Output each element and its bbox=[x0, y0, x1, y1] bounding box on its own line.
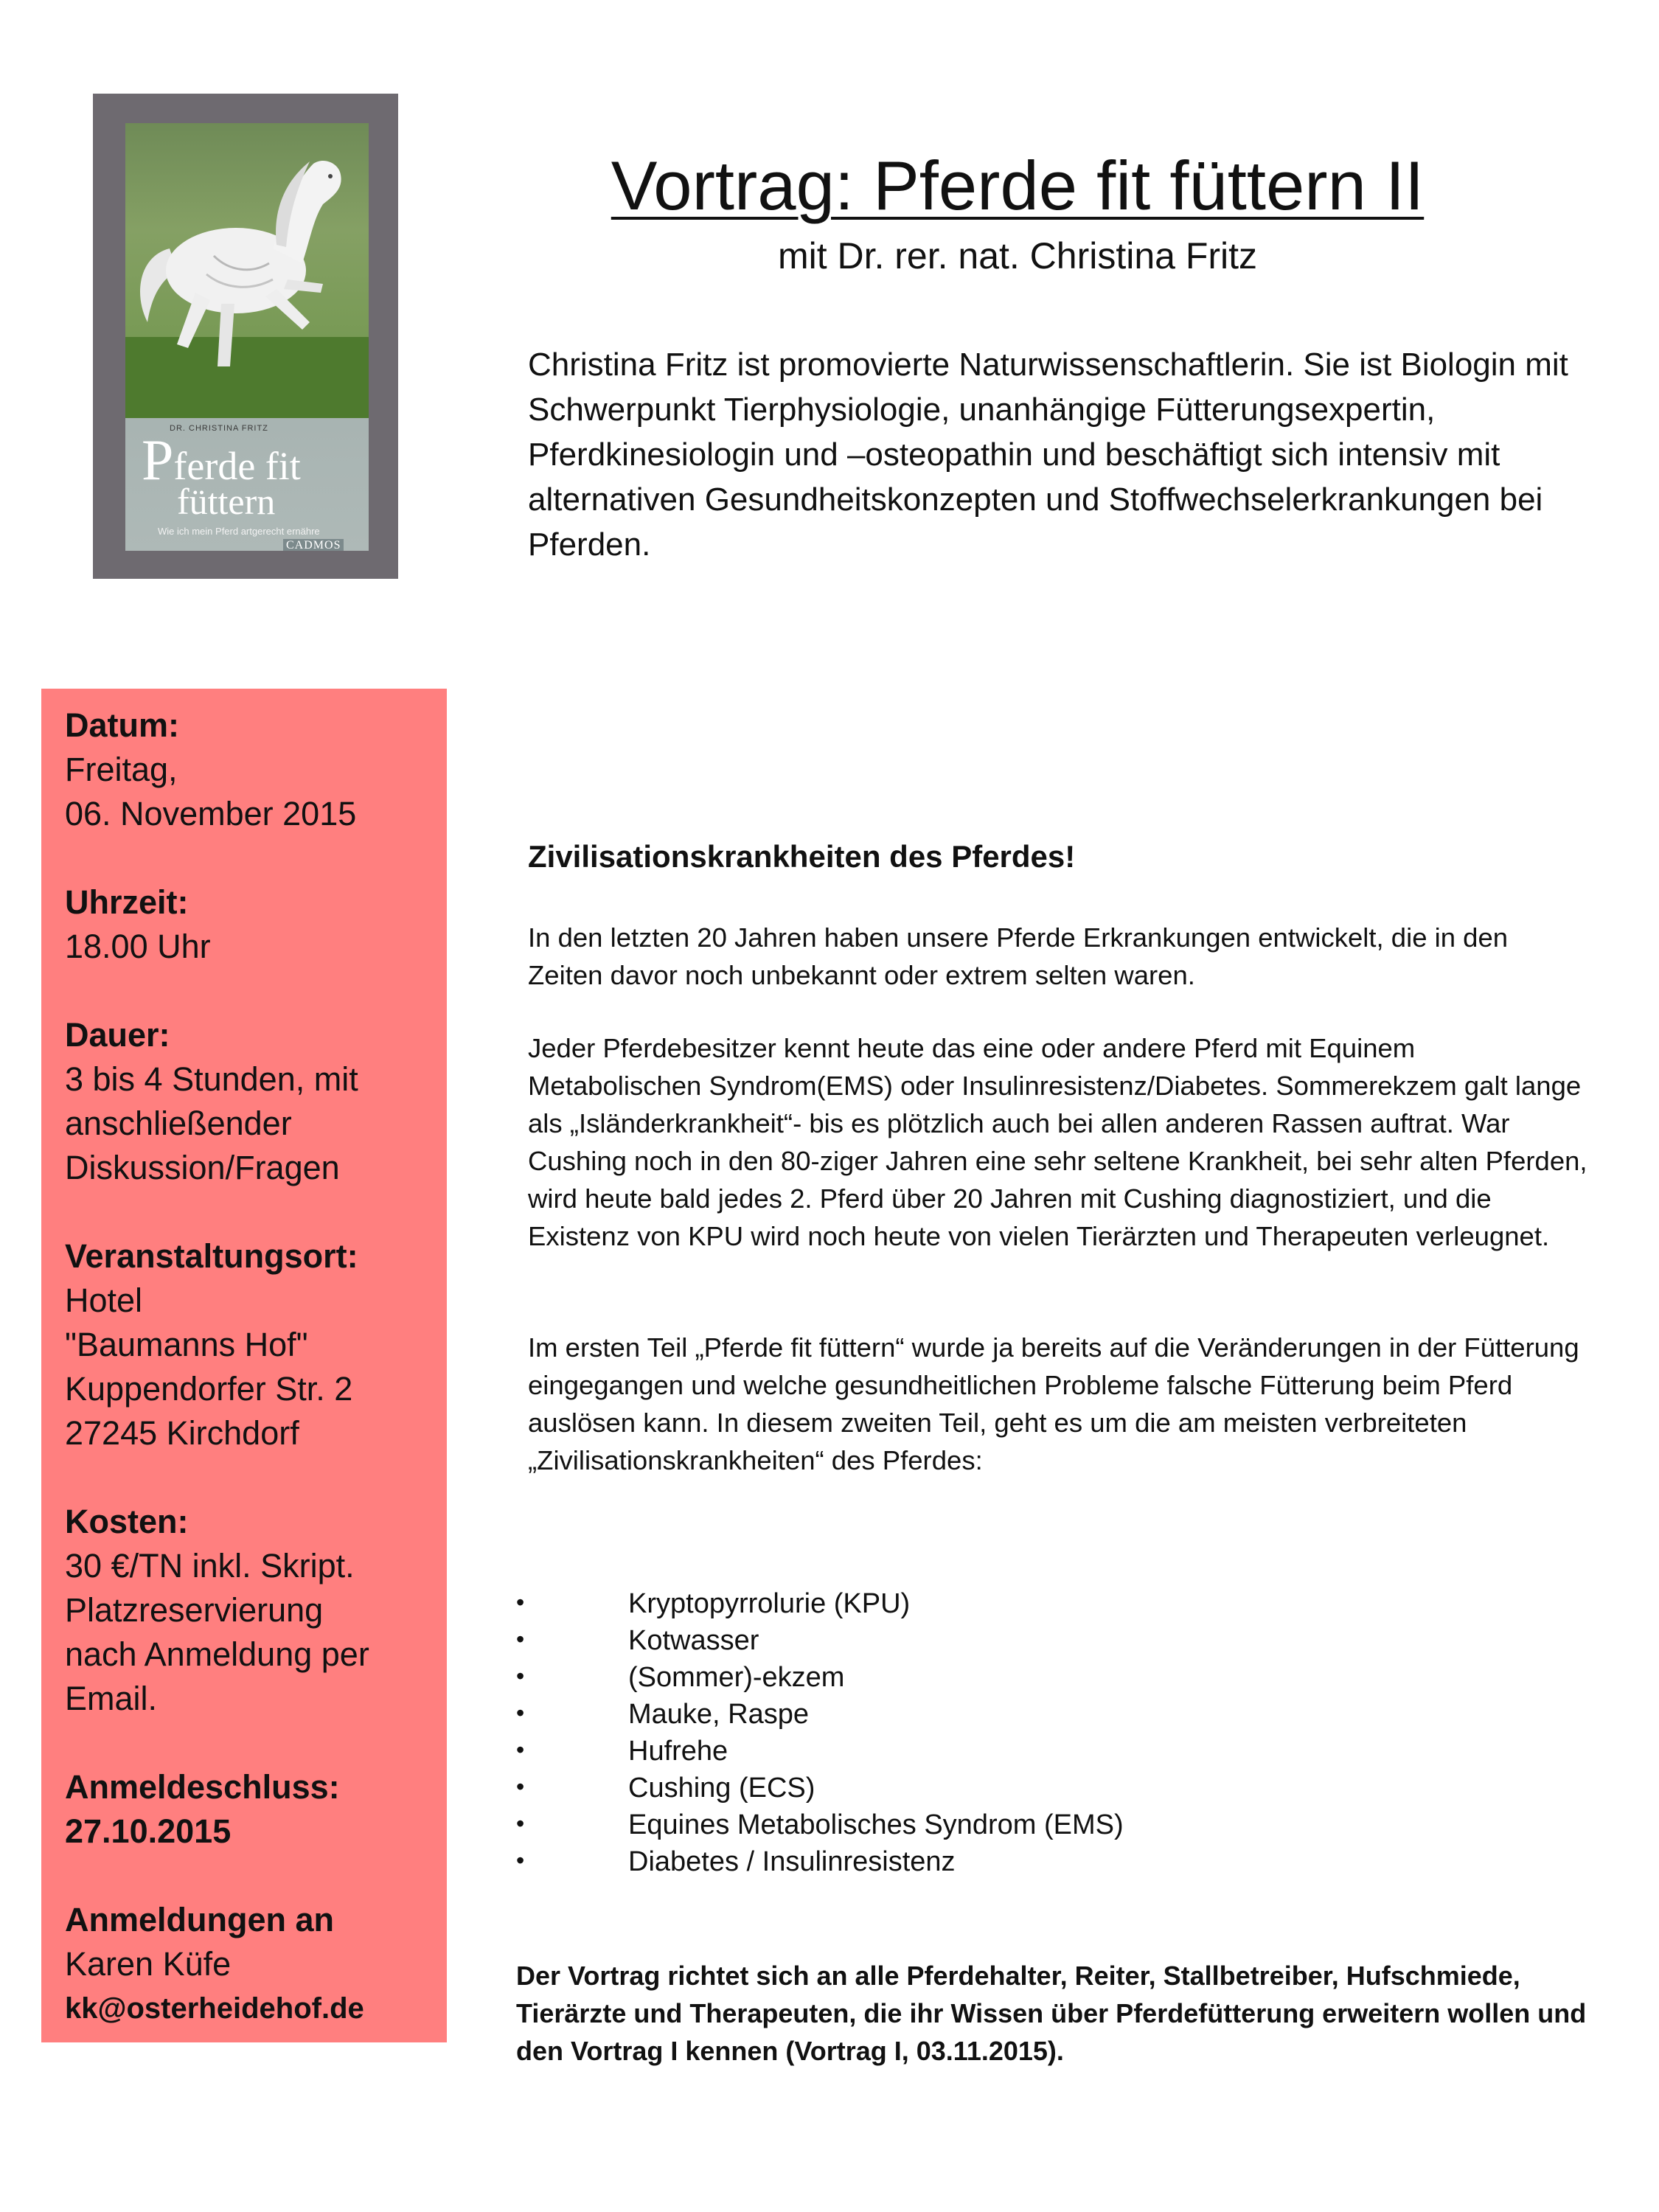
registration-email[interactable]: kk@osterheidehof.de bbox=[65, 1992, 364, 2025]
book-subtitle: Wie ich mein Pferd artgerecht ernähre bbox=[158, 526, 320, 537]
disease-list bbox=[516, 1585, 1124, 1880]
cost-line-3: nach Anmeldung per bbox=[65, 1635, 369, 1673]
list-item: • Hufrehe bbox=[516, 1733, 1124, 1770]
list-item: • Mauke, Raspe bbox=[516, 1696, 1124, 1733]
list-item: • Diabetes / Insulinresistenz bbox=[516, 1843, 1124, 1880]
registration-label: Anmeldungen an bbox=[65, 1901, 335, 1938]
list-item: • (Sommer)-ekzem bbox=[516, 1659, 1124, 1696]
duration-line-3: Diskussion/Fragen bbox=[65, 1149, 340, 1186]
cost-line-1: 30 €/TN inkl. Skript. bbox=[65, 1547, 355, 1585]
book-author: DR. CHRISTINA FRITZ bbox=[170, 424, 268, 433]
venue-line-3: Kuppendorfer Str. 2 bbox=[65, 1370, 353, 1408]
registration-contact-name: Karen Küfe bbox=[65, 1945, 232, 1983]
event-info-panel bbox=[41, 689, 447, 2042]
date-day: Freitag, bbox=[65, 751, 178, 788]
venue-line-1: Hotel bbox=[65, 1281, 143, 1319]
duration-label: Dauer: bbox=[65, 1016, 170, 1054]
venue-label: Veranstaltungsort: bbox=[65, 1237, 358, 1275]
body-paragraph-1: In den letzten 20 Jahren haben unsere Pferde Erkrankungen entwickelt, die in den Zeiten davor noch unbekannt oder extrem selten waren. bbox=[528, 922, 1509, 990]
audience-note: Der Vortrag richtet sich an alle Pferdehalter, Reiter, Stallbetreiber, Hufschmiede, Tierärzte und Therapeuten, die ihr Wissen über Pferdefütterung erweitern wollen und den Vortrag I kennen (Vortrag I, 03.11.2015). bbox=[516, 1961, 1587, 2066]
list-item: • Equines Metabolisches Syndrom (EMS) bbox=[516, 1806, 1124, 1843]
section-heading: Zivilisationskrankheiten des Pferdes! bbox=[528, 839, 1076, 874]
list-item: • Kryptopyrrolurie (KPU) bbox=[516, 1585, 1124, 1622]
book-title-line-1: Pferde fit bbox=[142, 428, 301, 492]
page-title: Vortrag: Pferde fit füttern II bbox=[611, 147, 1425, 224]
time-value: 18.00 Uhr bbox=[65, 928, 211, 965]
body-paragraph-3: Im ersten Teil „Pferde fit füttern“ wurde ja bereits auf die Veränderungen in der Fütterung eingegangen und welche gesundheitlichen Probleme falsche Fütterung beim Pferd auslösen kann. In diesem zweiten Teil, geht es um die am meisten verbreiteten „Zivilisationskrankheiten“ des Pferdes: bbox=[528, 1332, 1579, 1475]
publisher-logo: CADMOS bbox=[283, 539, 344, 551]
book-title-line-2: füttern bbox=[177, 481, 276, 522]
cost-line-2: Platzreservierung bbox=[65, 1591, 324, 1629]
duration-line-2: anschließender bbox=[65, 1105, 292, 1142]
body-paragraph-2: Jeder Pferdebesitzer kennt heute das eine oder andere Pferd mit Equinem Metabolischen Syndrom(EMS) oder Insulinresistenz/Diabetes. Sommerekzem galt lange als „Isländerkrankheit“- bis es plötzlich auch bei allen anderen Rassen auftrat. War Cushing noch in den 80-ziger Jahren eine sehr seltene Krankheit, bei sehr alten Pferden, wird heute bald jedes 2. Pferd über 20 Jahren mit Cushing diagnostiziert, und die Existenz von KPU wird noch heute von vielen Tierärzten und Therapeuten verleugnet. bbox=[528, 1033, 1587, 1251]
time-label: Uhrzeit: bbox=[65, 883, 189, 921]
duration-line-1: 3 bis 4 Stunden, mit bbox=[65, 1060, 358, 1098]
speaker-intro: Christina Fritz ist promovierte Naturwissenschaftlerin. Sie ist Biologin mit Schwerpunkt Tierphysiologie, unanhängige Fütterungsexpertin, Pferdkinesiologin und –osteopathin und beschäftigt sich intensiv mit alternativen Gesundheitskonzepten und Stoffwechselerkrankungen bei Pferden. bbox=[528, 347, 1568, 563]
cost-line-4: Email. bbox=[65, 1680, 158, 1717]
date-label: Datum: bbox=[65, 706, 179, 744]
horse-illustration bbox=[125, 123, 369, 418]
venue-line-4: 27245 Kirchdorf bbox=[65, 1414, 299, 1452]
deadline-label: Anmeldeschluss: bbox=[65, 1768, 340, 1806]
page-subtitle: mit Dr. rer. nat. Christina Fritz bbox=[777, 235, 1258, 276]
book-cover-artwork bbox=[125, 123, 369, 551]
date-value: 06. November 2015 bbox=[65, 795, 357, 832]
list-item: • Kotwasser bbox=[516, 1622, 1124, 1659]
deadline-value: 27.10.2015 bbox=[65, 1812, 232, 1850]
list-item: • Cushing (ECS) bbox=[516, 1770, 1124, 1806]
venue-line-2: "Baumanns Hof" bbox=[65, 1326, 308, 1363]
book-cover-image bbox=[93, 94, 398, 579]
cost-label: Kosten: bbox=[65, 1503, 189, 1540]
